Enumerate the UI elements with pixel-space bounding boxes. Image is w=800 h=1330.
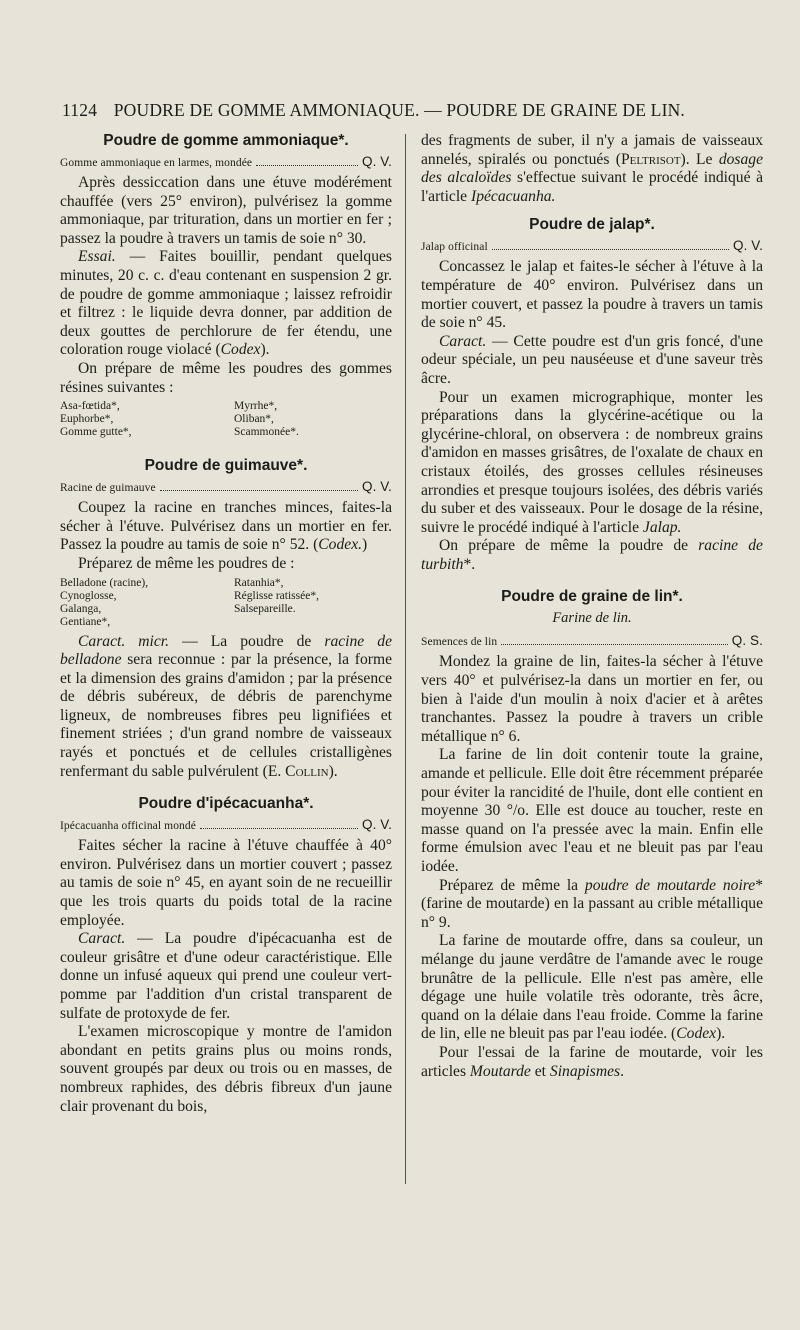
- list-item: Scammonée*.: [234, 426, 299, 439]
- root-list: [60, 577, 392, 629]
- section-gomme-ammoniaque: [60, 132, 392, 439]
- text-run: ): [362, 536, 368, 554]
- running-title: POUDRE DE GOMME AMMONIAQUE. — POUDRE DE GRAINE DE LIN.: [113, 100, 686, 120]
- section-guimauve: [60, 457, 392, 781]
- leader-dots: [256, 165, 358, 166]
- paragraph: L'examen microscopique y montre de l'amidon abondant en petits grains plus ou moins ronds, souvent groupés par deux ou trois ou en masses, de nombreux raphides, des débris fibreux d'un jaune clair provenant du bois,: [60, 1023, 392, 1115]
- paragraph: [60, 633, 392, 782]
- label-italic: Essai.: [78, 248, 116, 266]
- quantity: Q. V.: [361, 154, 392, 169]
- text-run: — La poudre d'ipécacuanha est de couleur grisâtre et d'une odeur caractéristique. Elle donne un infusé aqueux qui prend une couleur vert-pomme par l'addition d'un cristal transparent de sulfate de protoxyde de fer.: [60, 930, 392, 1022]
- paragraph: On prépare de même les poudres des gommes résines suivantes :: [60, 359, 392, 396]
- right-column: [421, 132, 763, 1081]
- text-run: La farine de moutarde offre, dans sa couleur, un mélange du jaune verdâtre de l'amande avec le rouge brunâtre de la pellicule. Elle n'est pas amère, elle dégage une huile volatile très odorante, très âcre, quand on la délaie dans l'eau froide. Comme la farine de lin, elle ne bleuit pas par l'eau iodée. (: [421, 932, 763, 1043]
- formula-line: [421, 238, 763, 253]
- italic-term: racine de turbith: [421, 537, 763, 573]
- spacer: [421, 206, 763, 216]
- formula-line: [421, 633, 763, 648]
- quantity: Q. S.: [731, 633, 763, 649]
- formula-line: [60, 817, 392, 832]
- text-run: Pour un examen micrographique, monter les préparations dans la glycérine-acétique ou la glycérine-chloral, on observera : de nombreux grains d'amidon en masses grisâtres, de l'oxalate de chaux en cristaux étoilés, des grosses cellules résineuses arrondies et presque toujours isolées, des débris variés du suber et des vaisseaux. Pour le dosage de la résine, suivre le procédé indiqué à l'article: [421, 388, 763, 536]
- section-title: Poudre d'ipécacuanha*.: [138, 795, 314, 813]
- section-title: Poudre de guimauve*.: [144, 457, 308, 475]
- text-run: Pour l'essai de la farine de moutarde, voir les articles: [421, 1043, 763, 1080]
- text-run: Préparez de même la: [439, 876, 585, 894]
- ingredient: Ipécacuanha officinal mondé: [60, 820, 196, 833]
- codex-ref: Codex: [220, 341, 261, 359]
- text-run: On prépare de même la poudre de: [439, 537, 699, 555]
- paragraph: [60, 499, 392, 555]
- paragraph: Faites sécher la racine à l'étuve chauffée à 40° environ. Pulvérisez dans un mortier couvert ; passez au tamis de soie n° 45, en ayant soin de ne recueillir que les trois quarts du poids total de la racine employée.: [60, 837, 392, 929]
- ingredient: Racine de guimauve: [60, 482, 156, 495]
- italic-term: Jalap.: [642, 518, 682, 536]
- list-item: Oliban*,: [234, 413, 274, 426]
- paragraph: [421, 877, 763, 933]
- leader-dots: [200, 828, 358, 829]
- ingredient: Jalap officinal: [421, 241, 488, 254]
- paragraph: [421, 1044, 763, 1081]
- italic-term: poudre de moutarde noire: [584, 876, 756, 894]
- text-run: *.: [463, 555, 476, 573]
- paragraph: [421, 389, 763, 538]
- quantity: Q. V.: [361, 817, 392, 833]
- list-item: Salsepareille.: [234, 602, 296, 615]
- paragraph: Mondez la graine de lin, faites-la sécher à l'étuve vers 40° et pulvérisez-la dans un mortier en fer, ou bien à l'aide d'un moulin à noix d'acier et à arêtes tranchantes. Passez la poudre à travers un crible métallique n° 6.: [421, 653, 763, 745]
- list-item: Galanga,: [60, 602, 102, 615]
- italic-term: Moutarde: [469, 1062, 531, 1080]
- spacer: [60, 443, 392, 457]
- section-ipecacuanha: [60, 795, 392, 1116]
- paragraph: Concassez le jalap et faites-le sécher à l'étuve à la température de 40° environ. Pulvérisez dans un mortier couvert, et passez la poudre à travers un tamis de soie n° 45.: [421, 258, 763, 332]
- spacer: [60, 781, 392, 795]
- paragraph: [421, 932, 763, 1044]
- list-item: Gentiane*,: [60, 615, 111, 628]
- label-italic: Caract.: [78, 930, 126, 948]
- paragraph-continued: [421, 132, 763, 206]
- spacer: [421, 574, 763, 588]
- ingredient: Gomme ammoniaque en larmes, mondée: [60, 157, 253, 169]
- label-italic: Caract. micr.: [78, 632, 170, 650]
- column-divider: [405, 134, 406, 1184]
- list-item: Myrrhe*,: [234, 400, 278, 413]
- italic-term: dosage des alcaloïdes: [421, 150, 763, 187]
- text-run: des fragments de suber, il n'y a jamais de vaisseaux annelés, spiralés ou ponctués (: [421, 132, 763, 168]
- section-title: Poudre de gomme ammoniaque*.: [103, 132, 349, 149]
- list-item: [234, 616, 392, 629]
- leader-dots: [492, 249, 729, 250]
- text-run: .: [620, 1062, 624, 1080]
- italic-term: racine de belladone: [60, 632, 392, 669]
- italic-term: Ipécacuanha.: [471, 187, 556, 205]
- codex-ref: Codex.: [318, 536, 363, 554]
- italic-term: Sinapismes: [549, 1062, 621, 1080]
- text-run: — Cette poudre est d'un gris foncé, d'une odeur spéciale, un peu nauséeuse et d'une saveur très âcre.: [421, 332, 763, 387]
- author-name: Collin: [285, 762, 329, 780]
- resin-list: [60, 400, 392, 439]
- section-graine-de-lin: [421, 588, 763, 1081]
- left-column: [60, 132, 392, 1116]
- list-item: Cynoglosse,: [60, 589, 117, 602]
- text-run: ). Le: [680, 150, 719, 168]
- section-title: Poudre de graine de lin*.: [501, 588, 683, 606]
- text-run: Coupez la racine en tranches minces, faites-la sécher à l'étuve. Pulvérisez dans un mortier en fer. Passez la poudre au tamis de soie n° 52. (: [60, 499, 392, 554]
- list-item: Ratanhia*,: [234, 576, 284, 589]
- section-subtitle: Farine de lin.: [552, 610, 632, 627]
- section-title: Poudre de jalap*.: [529, 216, 655, 234]
- author-name: Peltrisot: [620, 150, 681, 168]
- list-item: Asa-fœtida*,: [60, 400, 120, 413]
- list-item: Gomme gutte*,: [60, 426, 132, 439]
- paragraph: [60, 248, 392, 360]
- text-run: — La poudre de: [169, 632, 325, 650]
- text-run: — Faites bouillir, pendant quelques minutes, 20 c. c. d'eau contenant en suspension 2 gr. de poudre de gomme ammoniaque ; laissez refroidir et filtrez : le liquide devra donner, par addition de deux gouttes de perchlorure de fer étendu, une coloration rouge violacé (: [60, 248, 392, 359]
- list-item: Euphorbe*,: [60, 413, 114, 426]
- text-run: * (farine de moutarde) en la passant au crible métallique n° 9.: [421, 876, 763, 931]
- text-run: s'effectue suivant le procédé indiqué à l'article: [421, 169, 763, 205]
- ingredient: Semences de lin: [421, 636, 498, 649]
- text-run: sera reconnue : par la présence, la forme et la dimension des grains d'amidon ; par la présence de débris subéreux, de débris de parenchyme ligneux, de nombreuses fibres peu lignifiées et finement striées ; d'un grand nombre de vaisseaux rayés et ponctués et de cellules cristalligènes renfermant du sable pulvérulent (E.: [60, 651, 392, 780]
- running-head: [62, 100, 698, 121]
- list-item: Belladone (racine),: [60, 576, 149, 589]
- quantity: Q. V.: [361, 479, 392, 495]
- section-jalap: [421, 216, 763, 574]
- list-item: Réglisse ratissée*,: [234, 589, 319, 602]
- codex-ref: Codex: [676, 1025, 717, 1043]
- paragraph: La farine de lin doit contenir toute la graine, amande et pellicule. Elle doit être récemment préparée pour éviter la rancidité de l'huile, dont elle contient en moyenne 30 °/o. Elle est douce au toucher, reste en masse quand on l'a pressée avec la main. Enfin elle forme émulsion avec l'eau et ne bleuit pas par l'eau iodée.: [421, 746, 763, 875]
- leader-dots: [160, 490, 358, 491]
- text-run: ).: [716, 1025, 726, 1043]
- paragraph: [60, 930, 392, 1023]
- text-run: ).: [260, 341, 270, 359]
- page-number: 1124: [62, 100, 98, 120]
- text-run: ).: [328, 762, 338, 780]
- paragraph: Après dessiccation dans une étuve modérément chauffée (vers 25° environ), pulvérisez la gomme ammoniaque, par trituration, dans un mortier en fer ; passez la poudre à travers un tamis de soie n° 30.: [60, 174, 392, 247]
- paragraph: [421, 537, 763, 574]
- formula-line: [60, 154, 392, 169]
- label-italic: Caract.: [439, 332, 487, 350]
- formula-line: [60, 479, 392, 494]
- quantity: Q. V.: [732, 238, 763, 254]
- paragraph: [421, 333, 763, 389]
- paragraph: Préparez de même les poudres de :: [78, 554, 295, 572]
- text-run: et: [530, 1062, 550, 1080]
- leader-dots: [501, 644, 728, 645]
